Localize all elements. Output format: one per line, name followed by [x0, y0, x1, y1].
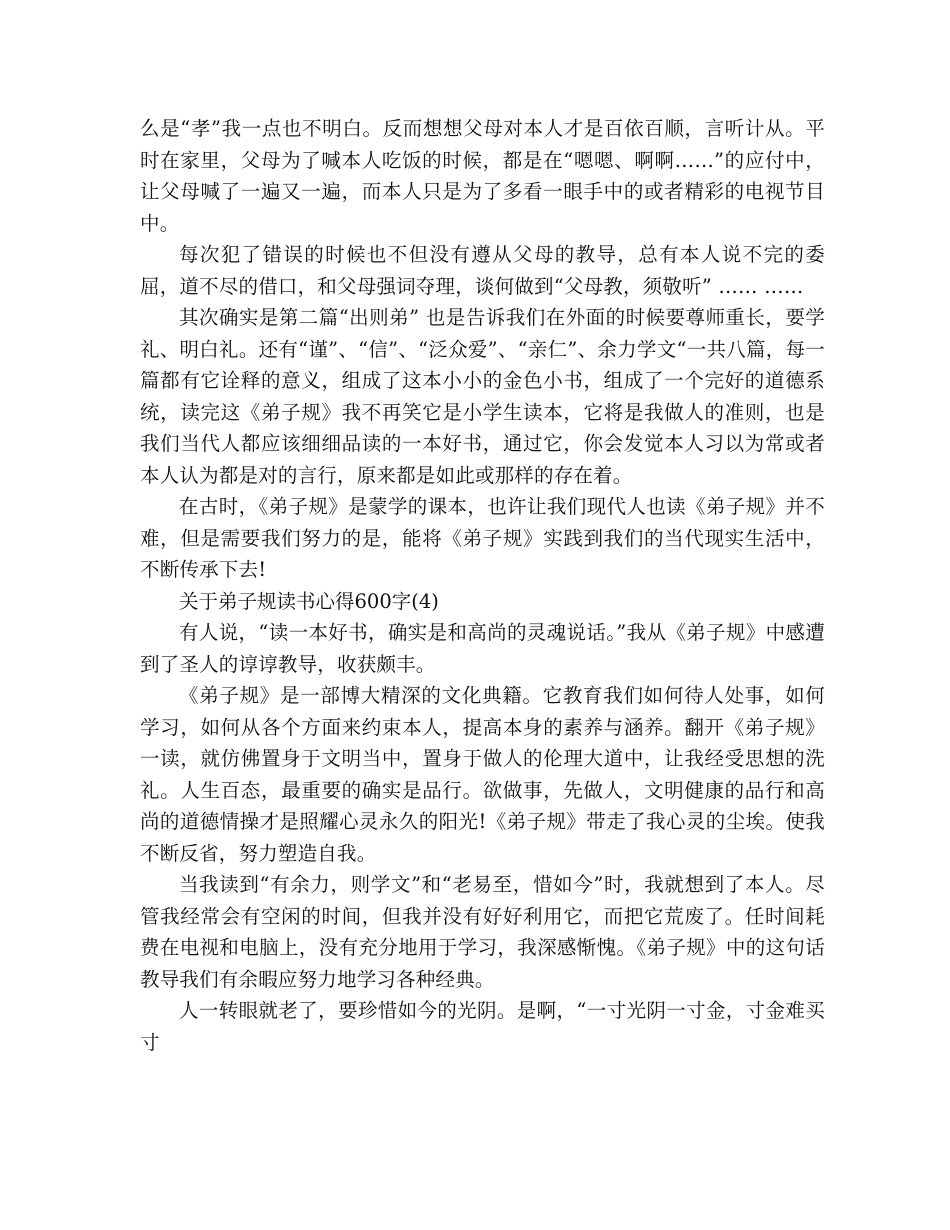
section-heading: 关于弟子规读书心得600字(4)	[179, 589, 439, 613]
paragraph: 当我读到“有余力，则学文”和“老易至，惜如今”时，我就想到了本人。尽管我经常会有空闲的时间，但我并没有好好利用它，而把它荒废了。任时间耗费在电视和电脑上，没有充分地用于学习，我深感惭愧。《弟子规》中的这句话教导我们有余暇应努力地学习各种经典。	[140, 873, 825, 991]
paragraph: 有人说，“读一本好书，确实是和高尚的灵魂说话。”我从《弟子规》中感遭到了圣人的谆谆教导，收获颇丰。	[140, 621, 825, 676]
paragraph: 么是“孝”我一点也不明白。反而想想父母对本人才是百依百顺，言听计从。平时在家里，父母为了喊本人吃饭的时候，都是在“嗯嗯、啊啊……”的应付中，让父母喊了一遍又一遍，而本人只是为了多看一眼手中的或者精彩的电视节目中。	[140, 117, 825, 235]
paragraph: 《弟子规》是一部博大精深的文化典籍。它教育我们如何待人处事，如何学习，如何从各个方面来约束本人，提高本身的素养与涵养。翻开《弟子规》一读，就仿佛置身于文明当中，置身于做人的伦理大道中，让我经受思想的洗礼。人生百态，最重要的确实是品行。欲做事，先做人，文明健康的品行和高尚的道德情操才是照耀心灵永久的阳光!《弟子规》带走了我心灵的尘埃。使我不断反省，努力塑造自我。	[140, 684, 825, 865]
paragraph: 其次确实是第二篇“出则弟” 也是告诉我们在外面的时候要尊师重长，要学礼、明白礼。还有“谨”、“信”、“泛众爱”、“亲仁”、余力学文“一共八篇，每一篇都有它诠释的意义，组成了这本小小的金色小书，组成了一个完好的道德系统，读完这《弟子规》我不再笑它是小学生读本，它将是我做人的准则，也是我们当代人都应该细细品读的一本好书，通过它，你会发觉本人习以为常或者本人认为都是对的言行，原来都是如此或那样的存在着。	[140, 306, 825, 487]
paragraph: 人一转眼就老了，要珍惜如今的光阴。是啊，“一寸光阴一寸金，寸金难买寸	[140, 999, 825, 1054]
paragraph: 每次犯了错误的时候也不但没有遵从父母的教导，总有本人说不完的委屈，道不尽的借口，和父母强词夺理，谈何做到“父母教，须敬听” …… ……	[140, 243, 825, 298]
paragraph: 在古时，《弟子规》是蒙学的课本，也许让我们现代人也读《弟子规》并不难，但是需要我们努力的是，能将《弟子规》实践到我们的当代现实生活中，不断传承下去!	[140, 495, 825, 581]
document-page	[140, 113, 825, 1058]
